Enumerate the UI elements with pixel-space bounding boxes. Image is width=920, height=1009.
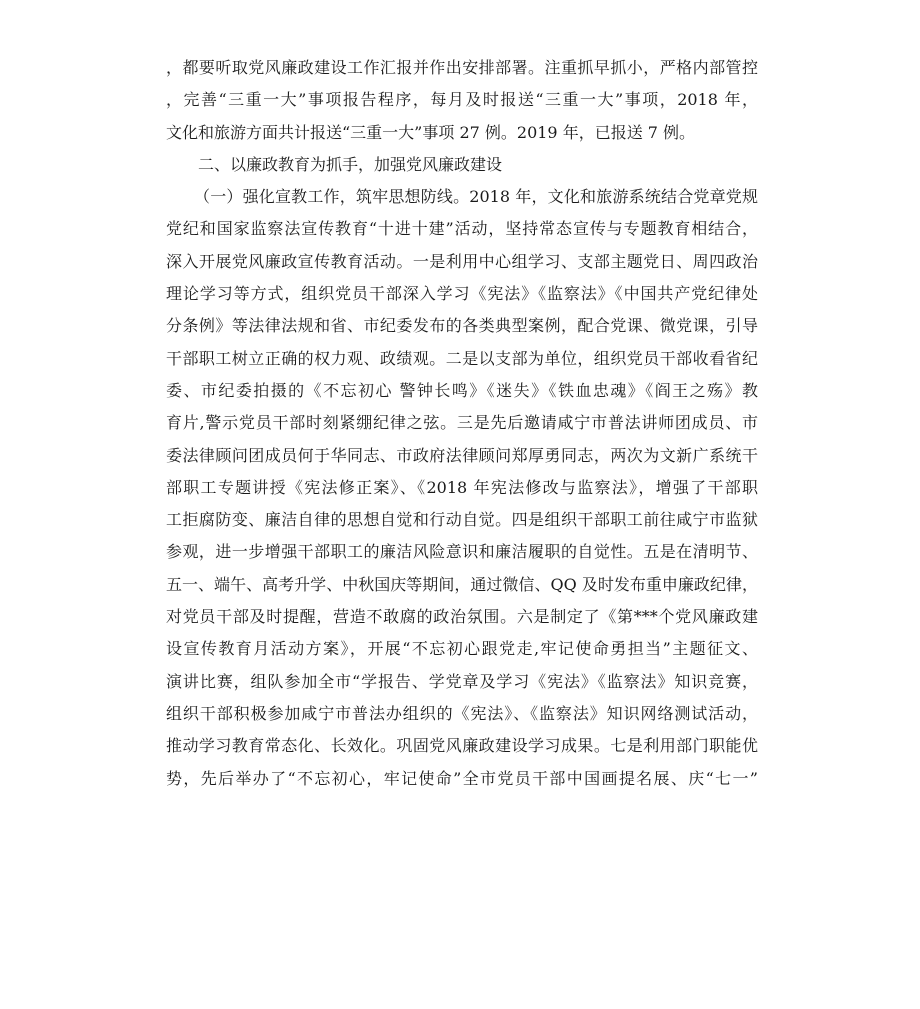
paragraph-line: ，都要听取党风廉政建设工作汇报并作出安排部署。注重抓早抓小，严格内部管控 <box>166 58 758 77</box>
paragraph-line: 委法律顾问团成员何于华同志、市政府法律顾问郑厚勇同志，两次为文新广系统干 <box>166 445 758 465</box>
document-body <box>166 52 758 795</box>
paragraph-line: 文化和旅游方面共计报送“三重一大”事项 27 例。2019 年，已报送 7 例。 <box>166 122 696 142</box>
paragraph-line: 演讲比赛，组队参加全市“学报告、学党章及学习《宪法》《监察法》知识竞赛， <box>166 671 758 691</box>
paragraph-line: 育片,警示党员干部时刻紧绷纪律之弦。三是先后邀请咸宁市普法讲师团成员、市 <box>166 413 758 433</box>
paragraph-line: 党纪和国家监察法宣传教育“十进十建”活动，坚持常态宣传与专题教育相结合， <box>166 219 758 239</box>
paragraph-line: （一）强化宣教工作，筑牢思想防线。2018 年，文化和旅游系统结合党章党规 <box>194 187 758 207</box>
paragraph-line: 深入开展党风廉政宣传教育活动。一是利用中心组学习、支部主题党日、周四政治 <box>166 251 758 271</box>
paragraph-line: 对党员干部及时提醒，营造不敢腐的政治氛围。六是制定了《第***个党风廉政建 <box>166 607 758 627</box>
paragraph-line: 分条例》等法律法规和省、市纪委发布的各类典型案例，配合党课、微党课，引导 <box>166 316 758 336</box>
section-heading: 二、以廉政教育为抓手，加强党风廉政建设 <box>198 154 503 174</box>
paragraph-line: 干部职工树立正确的权力观、政绩观。二是以支部为单位，组织党员干部收看省纪 <box>166 348 758 368</box>
paragraph-line: ，完善“三重一大”事项报告程序，每月及时报送“三重一大”事项，2018 年， <box>166 90 758 110</box>
paragraph-line: 工拒腐防变、廉洁自律的思想自觉和行动自觉。四是组织干部职工前往咸宁市监狱 <box>166 510 758 530</box>
paragraph-line: 设宣传教育月活动方案》，开展“不忘初心跟党走,牢记使命勇担当”主题征文、 <box>166 639 758 659</box>
paragraph-line: 组织干部积极参加咸宁市普法办组织的《宪法》、《监察法》知识网络测试活动， <box>166 703 758 723</box>
paragraph-line: 委、市纪委拍摄的《不忘初心 警钟长鸣》《迷失》《铁血忠魂》《阎王之殇》教 <box>166 380 758 400</box>
paragraph-line: 参观，进一步增强干部职工的廉洁风险意识和廉洁履职的自觉性。五是在清明节、 <box>166 542 758 562</box>
paragraph-line: 部职工专题讲授《宪法修正案》、《2018 年宪法修改与监察法》，增强了干部职 <box>166 477 758 497</box>
paragraph-line: 势，先后举办了“不忘初心，牢记使命”全市党员干部中国画提名展、庆“七一” <box>166 768 758 788</box>
paragraph-line: 推动学习教育常态化、长效化。巩固党风廉政建设学习成果。七是利用部门职能优 <box>166 736 758 756</box>
paragraph-line: 五一、端午、高考升学、中秋国庆等期间，通过微信、QQ 及时发布重申廉政纪律， <box>166 574 758 594</box>
paragraph-line: 理论学习等方式，组织党员干部深入学习《宪法》《监察法》《中国共产党纪律处 <box>166 284 758 304</box>
